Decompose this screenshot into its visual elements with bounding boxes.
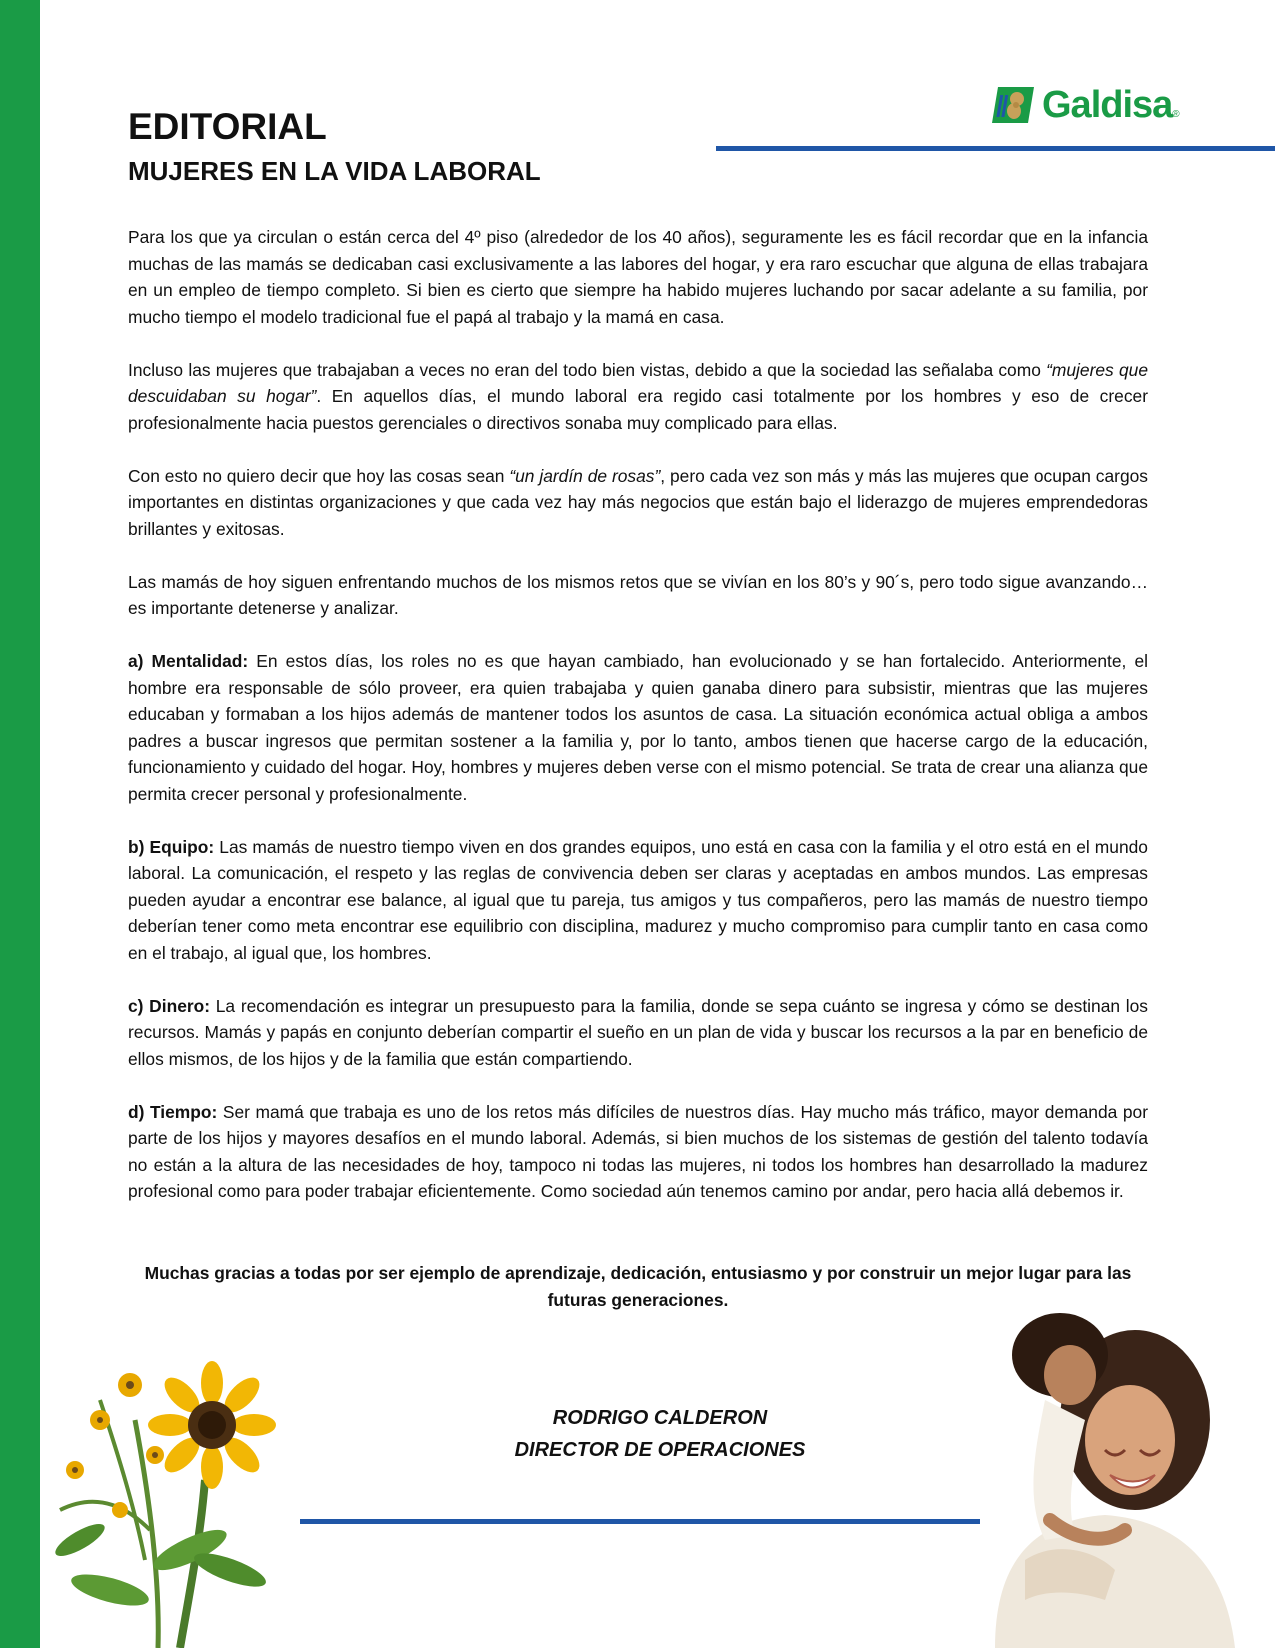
paragraph-4: Las mamás de hoy siguen enfrentando muchos de los mismos retos que se vivían en los 80’s y 90´s, pero todo sigue avanzando… es importante detenerse y analizar. xyxy=(128,571,1148,618)
page-subtitle: MUJERES EN LA VIDA LABORAL xyxy=(128,156,541,186)
signature-role: DIRECTOR DE OPERACIONES xyxy=(514,1439,806,1461)
closing-thanks: Muchas gracias a todas por ser ejemplo de aprendizaje, dedicación, entusiasmo y por construir un mejor lugar para las futuras generaciones. xyxy=(144,1263,1132,1310)
point-label: c) Dinero: xyxy=(128,995,211,1016)
galdisa-logo xyxy=(990,80,1180,130)
side-green-bar xyxy=(0,0,40,1648)
signature-block xyxy=(440,1402,880,1466)
signature-name: RODRIGO CALDERON xyxy=(552,1407,768,1429)
quote-italic: “un jardín de rosas” xyxy=(509,465,661,486)
paragraph-3: Con esto no quiero decir que hoy las cosas sean “un jardín de rosas”, pero cada vez son más y más las mujeres que ocupan cargos importantes en distintas organizaciones y que cada vez hay más negocios que están bajo el liderazgo de mujeres emprendedoras brillantes y exitosas. xyxy=(128,465,1148,539)
logo-text: Galdisa xyxy=(1042,83,1173,126)
point-dinero: c) Dinero: La recomendación es integrar un presupuesto para la familia, donde se sepa cuánto se ingresa y cómo se destinan los recursos. Mamás y papás en conjunto deberían compartir el sueño en un plan de vida y buscar los recursos a la par en beneficio de ellos mismos, de los hijos y de la familia que están compartiendo. xyxy=(128,995,1148,1069)
quote-italic: “mujeres que descuidaban su hogar” xyxy=(128,359,1148,406)
paragraph-1: Para los que ya circulan o están cerca del 4º piso (alrededor de los 40 años), seguramente les es fácil recordar que en la infancia muchas de las mamás se dedicaban casi exclusivamente a las labores del hogar, y era raro escuchar que alguna de ellas trabajara en un empleo de tiempo completo. Si bien es cierto que siempre ha habido mujeres luchando por sacar adelante a su familia, por mucho tiempo el modelo tradicional fue el papá al trabajo y la mamá en casa. xyxy=(128,227,1148,327)
page-title: EDITORIAL xyxy=(128,106,327,147)
point-tiempo: d) Tiempo: Ser mamá que trabaja es uno de los retos más difíciles de nuestros días. Hay mucho más tráfico, mayor demanda por parte de los hijos y mayores desafíos en el mundo laboral. Además, si bien muchos de los sistemas de gestión del talento todavía no están a la altura de las necesidades de hoy, tampoco ni todas las mujeres, ni todos los hombres han desarrollado la madurez profesional como para poder trabajar eficientemente. Como sociedad aún tenemos camino por andar, pero hacia allá debemos ir. xyxy=(128,1101,1148,1201)
point-label: a) Mentalidad: xyxy=(128,651,249,671)
point-label: d) Tiempo: xyxy=(128,1101,218,1122)
point-equipo: b) Equipo: Las mamás de nuestro tiempo viven en dos grandes equipos, uno está en casa con la familia y el otro está en el mundo laboral. La comunicación, el respeto y las reglas de convivencia deben ser claras y aceptadas en ambos mundos. Las empresas pueden ayudar a encontrar ese balance, al igual que tu pareja, tus amigos y tus compañeros, pero las mamás de nuestro tiempo deberían tener como meta encontrar ese equilibrio con disciplina, madurez y mucho compromiso para cumplir tanto en casa como en el trabajo, al igual que, los hombres. xyxy=(128,836,1148,963)
paragraph-2: Incluso las mujeres que trabajaban a veces no eran del todo bien vistas, debido a que la sociedad las señalaba como “mujeres que descuidaban su hogar”. En aquellos días, el mundo laboral era regido casi totalmente por los hombres y eso de crecer profesionalmente hacia puestos gerenciales o directivos sonaba muy complicado para ellas. xyxy=(128,359,1148,433)
article-body xyxy=(128,224,1148,1231)
header-rule xyxy=(716,146,1275,151)
point-mentalidad: a) Mentalidad: En estos días, los roles no es que hayan cambiado, han evolucionado y se han fortalecido. Anteriormente, el hombre era responsable de sólo proveer, era quien trabajaba y quien ganaba dinero para subsistir, mientras que las mujeres educaban y formaban a los hijos además de mantener todos los asuntos de casa. La situación económica actual obliga a ambos padres a buscar ingresos que permitan sostener a la familia y, por lo tanto, ambos tienen que hacerse cargo de la educación, funcionamiento y cuidado del hogar. Hoy, hombres y mujeres deben verse con el mismo potencial. Se trata de crear una alianza que permita crecer personal y profesionalmente. xyxy=(128,651,1148,804)
mother-child-photo xyxy=(955,1300,1245,1648)
registered-mark: ® xyxy=(1172,109,1180,120)
footer-rule xyxy=(300,1519,980,1524)
sunflower-image xyxy=(40,1360,300,1648)
peanut-logo-icon xyxy=(990,85,1036,125)
point-label: b) Equipo: xyxy=(128,836,215,857)
